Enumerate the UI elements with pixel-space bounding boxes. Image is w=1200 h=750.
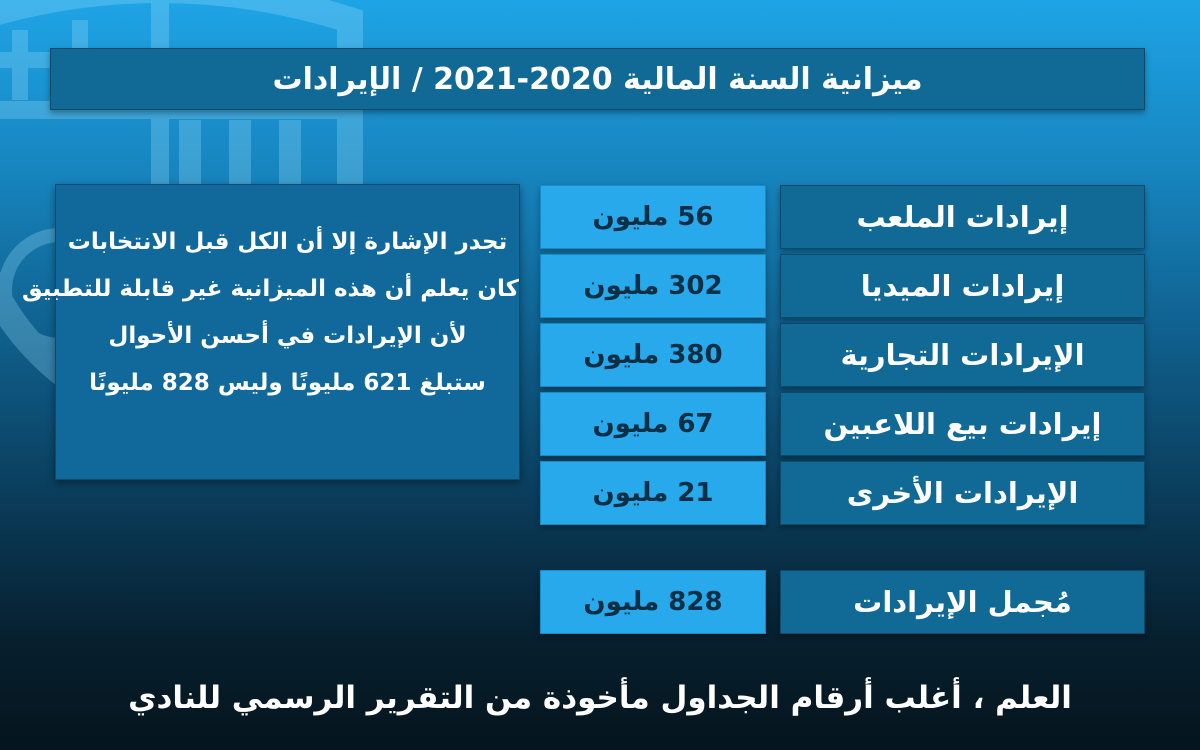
revenue-row-total bbox=[540, 570, 1145, 634]
total-value: 828 مليون bbox=[583, 587, 723, 617]
note-line-3: لأن الإيرادات في أحسن الأحوال bbox=[108, 323, 467, 349]
page-title: ميزانية السنة المالية 2020-2021 / الإيرادات bbox=[272, 61, 923, 97]
revenue-label: الإيرادات الأخرى bbox=[846, 476, 1079, 510]
revenue-value-cell bbox=[540, 323, 766, 387]
revenue-value: 21 مليون bbox=[592, 478, 714, 508]
revenue-value: 56 مليون bbox=[592, 202, 714, 232]
revenue-row-commercial bbox=[540, 323, 1145, 387]
revenue-value-cell bbox=[540, 392, 766, 456]
revenue-label-cell bbox=[780, 185, 1145, 249]
total-value-cell bbox=[540, 570, 766, 634]
revenue-value-cell bbox=[540, 461, 766, 525]
revenue-row-other bbox=[540, 461, 1145, 525]
revenue-label: الإيرادات التجارية bbox=[840, 338, 1085, 372]
note-line-4: ستبلغ 621 مليونًا وليس 828 مليونًا bbox=[89, 370, 486, 396]
note-box bbox=[22, 184, 520, 480]
revenue-label: إيرادات بيع اللاعبين bbox=[823, 407, 1102, 441]
revenue-value: 302 مليون bbox=[583, 271, 723, 301]
revenue-row-media bbox=[540, 254, 1145, 318]
footer-note bbox=[0, 668, 1200, 728]
revenue-value-cell bbox=[540, 185, 766, 249]
total-label-cell bbox=[780, 570, 1145, 634]
revenue-label-cell bbox=[780, 323, 1145, 387]
total-label: مُجمل الإيرادات bbox=[853, 585, 1072, 619]
footer-text: العلم ، أغلب أرقام الجداول مأخوذة من التقرير الرسمي للنادي bbox=[128, 680, 1072, 716]
revenue-value: 380 مليون bbox=[583, 340, 723, 370]
page-title-bar bbox=[50, 48, 1145, 110]
note-line-2: كان يعلم أن هذه الميزانية غير قابلة للتطبيق bbox=[22, 276, 519, 302]
revenue-row-player-sales bbox=[540, 392, 1145, 456]
revenue-row-stadium bbox=[540, 185, 1145, 249]
revenue-label: إيرادات الملعب bbox=[856, 200, 1069, 234]
revenue-label-cell bbox=[780, 254, 1145, 318]
note-line-1: تجدر الإشارة إلا أن الكل قبل الانتخابات bbox=[67, 229, 508, 255]
revenue-value: 67 مليون bbox=[592, 409, 714, 439]
revenue-value-cell bbox=[540, 254, 766, 318]
revenue-label: إيرادات الميديا bbox=[860, 269, 1065, 303]
revenue-label-cell bbox=[780, 461, 1145, 525]
revenue-label-cell bbox=[780, 392, 1145, 456]
